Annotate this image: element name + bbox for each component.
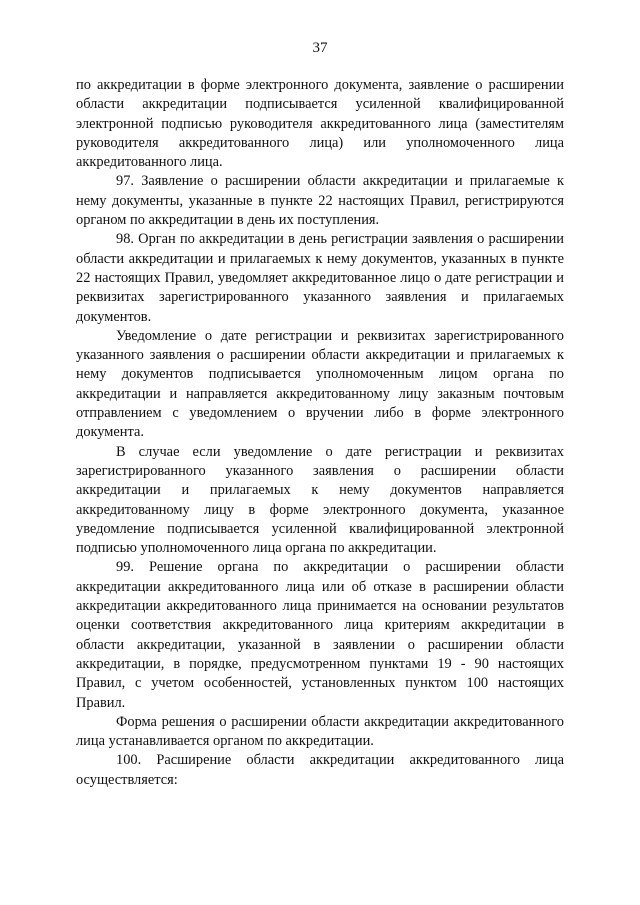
paragraph-notification: Уведомление о дате регистрации и реквизитах зарегистрированного указанного заявления о расширении области аккредитации и прилагаемых к нему документов подписывается уполномоченным лицом органа по аккредитации и направляется аккредитованному лицу заказным почтовым отправлением с уведомлением о вручении либо в форме электронного документа. bbox=[76, 327, 564, 441]
paragraph-item-100: 100. Расширение области аккредитации аккредитованного лица осуществляется: bbox=[76, 752, 564, 788]
paragraph-decision-form: Форма решения о расширении области аккредитации аккредитованного лица устанавливается органом по аккредитации. bbox=[76, 713, 564, 750]
document-body bbox=[76, 76, 564, 790]
paragraph-item-99: 99. Решение органа по аккредитации о расширении области аккредитации аккредитованного лица или об отказе в расширении области аккредитации аккредитованного лица принимается на основании результатов оценки соответствия аккредитованного лица критериям аккредитации в области аккредитации, указанной в заявлении о расширении области аккредитации, в порядке, предусмотренном пунктами 19 - 90 настоящих Правил, с учетом особенностей, установленных пунктом 100 настоящих Правил. bbox=[76, 559, 564, 711]
page-number: 37 bbox=[312, 40, 328, 56]
paragraph-continuation: по аккредитации в форме электронного документа, заявление о расширении области аккредитации подписывается усиленной квалифицированной электронной подписью руководителя аккредитованного лица (заместителям руководителя аккредитованного лица) или уполномоченного лица аккредитованного лица. bbox=[76, 77, 564, 171]
paragraph-item-97: 97. Заявление о расширении области аккредитации и прилагаемые к нему документы, указанные в пункте 22 настоящих Правил, регистрируются органом по аккредитации в день их поступления. bbox=[76, 173, 564, 229]
paragraph-electronic-notification: В случае если уведомление о дате регистрации и реквизитах зарегистрированного указанного заявления о расширении области аккредитации и прилагаемых к нему документов направляется аккредитованному лицу в форме электронного документа, указанное уведомление подписывается усиленной квалифицированной электронной подписью уполномоченного лица органа по аккредитации. bbox=[76, 443, 564, 557]
paragraph-item-98: 98. Орган по аккредитации в день регистрации заявления о расширении области аккредитации и прилагаемых к нему документов, указанных в пункте 22 настоящих Правил, уведомляет аккредитованное лицо о дате регистрации и реквизитах зарегистрированного указанного заявления и прилагаемых документов. bbox=[76, 231, 564, 325]
